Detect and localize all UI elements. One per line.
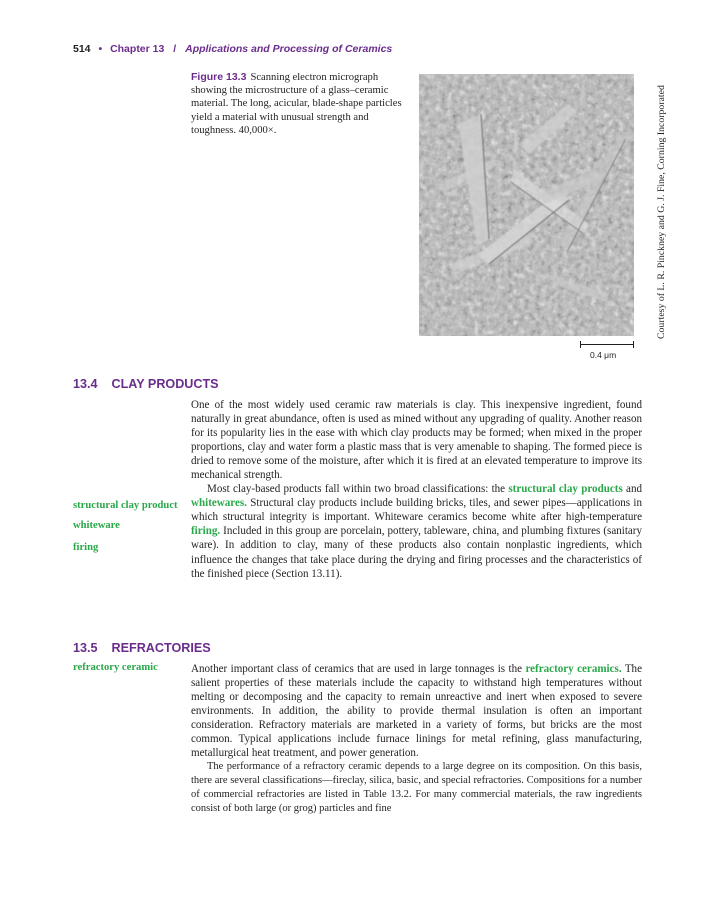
- key-term-firing: firing.: [191, 525, 221, 538]
- section-title: CLAY PRODUCTS: [111, 377, 219, 391]
- text-run: Another important class of ceramics that are used in large tonnages is the: [191, 663, 526, 675]
- scale-bar: [580, 340, 634, 350]
- section-heading-13-5: [73, 641, 211, 655]
- section-number: 13.5: [73, 641, 98, 655]
- section-title: REFRACTORIES: [111, 641, 211, 655]
- scale-bar-line: [580, 344, 634, 345]
- key-term-whitewares: whitewares.: [191, 497, 247, 510]
- section-heading-13-4: [73, 377, 219, 391]
- figure-caption: [191, 71, 413, 137]
- paragraph: [191, 662, 642, 760]
- margin-term-refractory-ceramic: refractory ceramic: [73, 662, 158, 673]
- header-slash: /: [173, 43, 177, 55]
- paragraph: One of the most widely used ceramic raw materials is clay. This inexpensive ingredient, found naturally in great abundance, often is used as mined without any upgrading of quality. Another reason for its popularity lies in the ease with which clay products may be formed; when mixed in the proper proportions, clay and water form a plastic mass that is very amenable to shaping. The formed piece is dried to remove some of the moisture, after which it is fired at an elevated temperature to improve its mechanical strength.: [191, 399, 642, 482]
- section-number: 13.4: [73, 377, 98, 391]
- figure-label: Figure 13.3: [191, 71, 247, 83]
- figure-caption-text: Scanning electron micrograph showing the microstructure of a glass–ceramic material. The long, acicular, blade-shape particles yield a material with unusual strength and toughness. 40,000×.: [191, 72, 402, 136]
- text-run: Structural clay products include building bricks, tiles, and sewer pipes—applications in which structural integrity is important. Whiteware ceramics become white after high-temperature: [191, 497, 642, 524]
- chapter-label: Chapter 13: [110, 43, 165, 55]
- chapter-title: Applications and Processing of Ceramics: [185, 43, 393, 55]
- scale-bar-label: 0.4 μm: [590, 350, 617, 360]
- text-run: The salient properties of these materials include the capacity to withstand high temperatures without melting or decomposing and the capacity to remain unreactive and inert when exposed to severe environments. In addition, the ability to provide thermal insulation is often an important consideration. Refractory materials are marketed in a variety of forms, but bricks are the most common. Typical applications include furnace linings for metal refining, glass manufacturing, metallurgical heat treatment, and power generation.: [191, 663, 642, 760]
- key-term-refractory-ceramics: refractory ceramics.: [525, 663, 622, 675]
- header-separator: •: [98, 43, 103, 55]
- section-13-5-body: [191, 662, 642, 817]
- text-run: and: [622, 483, 642, 496]
- page-number: 514: [73, 43, 91, 55]
- margin-term-whiteware: whiteware: [73, 520, 120, 531]
- running-header: [73, 43, 673, 55]
- section-13-4-body: [191, 398, 642, 581]
- scale-bar-tick-right: [633, 341, 634, 348]
- key-term-structural-clay-products: structural clay products: [508, 483, 623, 496]
- text-run: Included in this group are porcelain, pottery, tableware, china, and plumbing fixtures (sanitary ware). In addition to clay, many of these products also contain nonplastic ingredients, which influence the changes that take place during the drying and firing processes and the characteristics of the finished piece (Section 13.11).: [191, 525, 642, 580]
- text-run: Most clay-based products fall within two broad classifications: the: [207, 483, 509, 496]
- margin-term-firing: firing: [73, 542, 99, 553]
- scale-bar-tick-left: [580, 341, 581, 348]
- paragraph: The performance of a refractory ceramic depends to a large degree on its composition. On this basis, there are several classifications—fireclay, silica, basic, and special refractories. Compositions for a number of commercial refractories are listed in Table 13.2. For many commercial materials, the raw ingredients consist of both large (or grog) particles and fine: [191, 761, 642, 815]
- image-credit: Courtesy of L. R. Pinckney and G. J. Fine, Corning Incorporated: [656, 85, 667, 339]
- sem-micrograph-image: [419, 74, 634, 336]
- paragraph: [191, 482, 642, 580]
- margin-term-structural-clay-product: structural clay product: [73, 500, 178, 511]
